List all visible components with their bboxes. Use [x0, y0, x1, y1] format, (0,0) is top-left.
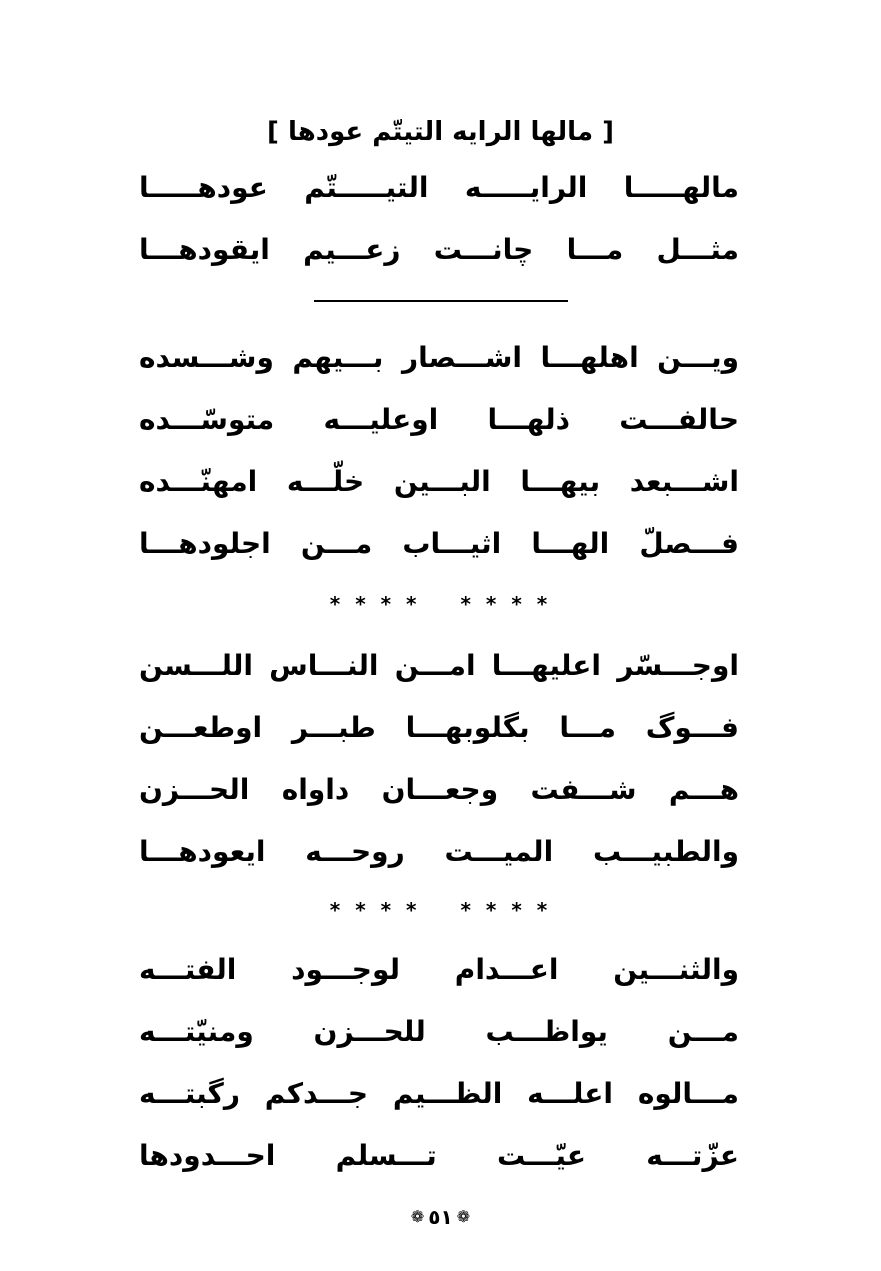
stanza3-line-4: عزّتـــه عيّـــت تـــسلم احـــدودها — [139, 1139, 739, 1172]
stanza1-line-2: حالفـــت ذلهـــا اوعليـــه متوسّـــده — [139, 403, 739, 436]
separator-stars-right: * * * * — [460, 898, 552, 922]
poem-title: [ مالها الرايه التيتّم عودها ] — [267, 117, 614, 147]
stanza-separator-1 — [0, 590, 881, 618]
separator-stars-left: * * * * — [329, 898, 421, 922]
stanza1-line-3: اشـــبعد بيهـــا البـــين خلّـــه امهنّـــده — [139, 465, 739, 498]
stanza1-line-4: فـــصلّ الهـــا اثيـــاب مـــن اجلودهـــا — [139, 527, 739, 560]
page-number-footer — [0, 1200, 881, 1232]
separator-stars-right: * * * * — [460, 592, 552, 616]
title-divider — [314, 300, 568, 302]
stanza2-line-1: اوجـــسّر اعليهـــا امـــن النـــاس اللـــسن — [139, 649, 739, 682]
stanza2-line-3: هـــم شـــفت وجعـــان داواه الحـــزن — [139, 773, 739, 806]
intro-line-1: مالهـــــا الرايـــــه التيـــــتّم عودهـــــا — [139, 171, 739, 204]
stanza1-line-1: ويـــن اهلهـــا اشـــصار بـــيهم وشـــسده — [139, 341, 739, 374]
stanza3-line-1: والثنـــين اعـــدام لوجـــود الفتـــه — [139, 953, 739, 986]
stanza3-line-2: مـــن يواظـــب للحـــزن ومنيّتـــه — [139, 1015, 739, 1048]
stanza3-line-3: مـــالوه اعلـــه الظـــيم جـــدكم رگبتـــه — [139, 1077, 739, 1110]
ornament-left-icon: ❁ — [410, 1206, 425, 1226]
page-number: ٥١ — [428, 1204, 453, 1229]
ornament-right-icon: ❁ — [456, 1206, 471, 1226]
stanza2-line-2: فـــوگ مـــا بگلوبهـــا طبـــر اوطعـــن — [139, 711, 739, 744]
stanza2-line-4: والطبيـــب الميـــت روحـــه ايعودهـــا — [139, 835, 739, 868]
stanza-separator-2 — [0, 896, 881, 924]
separator-stars-left: * * * * — [329, 592, 421, 616]
intro-line-2: مثـــل مـــا چانـــت زعـــيم ايقودهـــا — [139, 233, 739, 266]
